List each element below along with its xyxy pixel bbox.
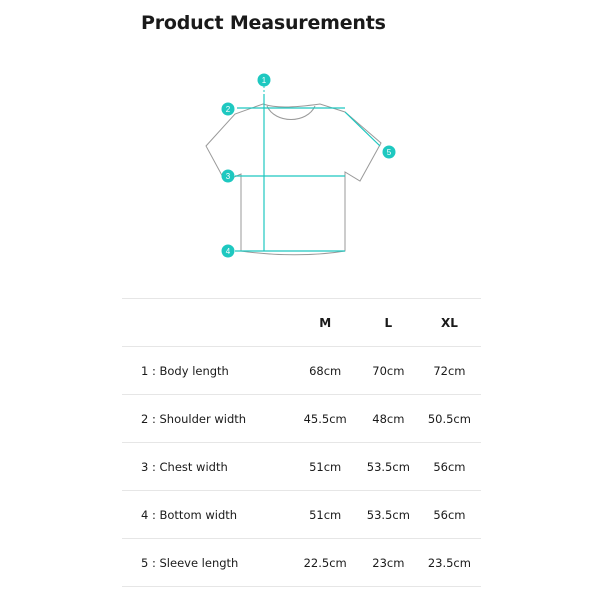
svg-text:5: 5	[386, 148, 392, 157]
cell-xl: 72cm	[418, 347, 481, 395]
cell-xl: 50.5cm	[418, 395, 481, 443]
page-title: Product Measurements	[141, 12, 386, 34]
marker-2	[222, 103, 235, 116]
header-empty	[122, 299, 291, 347]
row-label: 2 : Shoulder width	[122, 395, 291, 443]
row-label: 5 : Sleeve length	[122, 539, 291, 587]
marker-1	[258, 74, 271, 87]
tshirt-svg	[195, 68, 410, 268]
table-row	[122, 491, 481, 539]
cell-m: 51cm	[291, 491, 358, 539]
svg-text:3: 3	[225, 172, 231, 181]
sleeve-line	[345, 112, 380, 146]
cell-xl: 56cm	[418, 443, 481, 491]
cell-m: 45.5cm	[291, 395, 358, 443]
cell-l: 48cm	[359, 395, 418, 443]
svg-text:4: 4	[225, 247, 231, 256]
header-xl: XL	[418, 299, 481, 347]
table-row	[122, 539, 481, 587]
table-row	[122, 443, 481, 491]
cell-m: 51cm	[291, 443, 358, 491]
row-label: 3 : Chest width	[122, 443, 291, 491]
header-l: L	[359, 299, 418, 347]
svg-text:1: 1	[261, 76, 267, 85]
table-row	[122, 395, 481, 443]
tshirt-measurement-diagram	[195, 68, 410, 268]
cell-m: 68cm	[291, 347, 358, 395]
table-header-row	[122, 299, 481, 347]
marker-4	[222, 245, 235, 258]
cell-xl: 23.5cm	[418, 539, 481, 587]
marker-5	[383, 146, 396, 159]
marker-3	[222, 170, 235, 183]
cell-l: 70cm	[359, 347, 418, 395]
cell-l: 53.5cm	[359, 491, 418, 539]
cell-l: 23cm	[359, 539, 418, 587]
measurement-table	[122, 298, 481, 587]
cell-m: 22.5cm	[291, 539, 358, 587]
cell-xl: 56cm	[418, 491, 481, 539]
cell-l: 53.5cm	[359, 443, 418, 491]
row-label: 4 : Bottom width	[122, 491, 291, 539]
header-m: M	[291, 299, 358, 347]
table-row	[122, 347, 481, 395]
svg-text:2: 2	[225, 105, 231, 114]
row-label: 1 : Body length	[122, 347, 291, 395]
